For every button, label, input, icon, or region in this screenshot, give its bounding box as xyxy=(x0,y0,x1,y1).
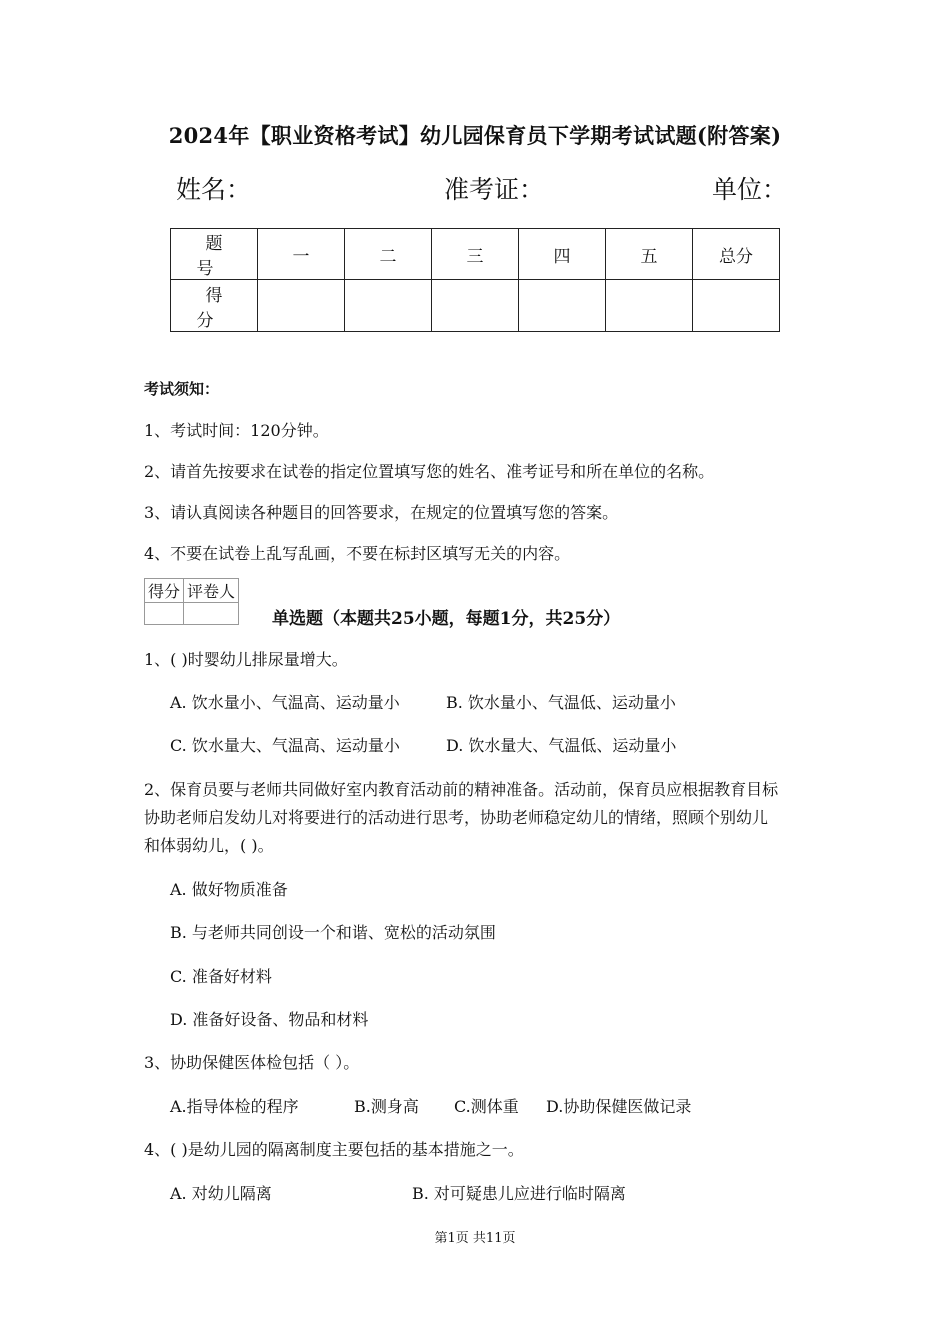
option: A. 做好物质准备 xyxy=(170,880,288,899)
score-cell: 一 xyxy=(258,229,345,280)
grader-reviewer-cell xyxy=(184,603,239,625)
score-cell: 二 xyxy=(345,229,432,280)
option: B. 与老师共同创设一个和谐、宽松的活动氛围 xyxy=(170,923,496,942)
option: A. 对幼儿隔离 xyxy=(170,1184,272,1203)
unit-field-label: 单位： xyxy=(712,175,788,204)
score-cell xyxy=(606,280,693,332)
section-title: 单选题（本题共25小题，每题1分，共25分） xyxy=(272,609,621,629)
notice-item: 4、不要在试卷上乱写乱画，不要在标封区填写无关的内容。 xyxy=(144,544,571,563)
option: C.测体重 xyxy=(454,1097,519,1116)
score-cell xyxy=(693,280,780,332)
option: C. 准备好材料 xyxy=(170,967,272,986)
score-cell xyxy=(432,280,519,332)
option: A.指导体检的程序 xyxy=(170,1097,299,1116)
option: C. 饮水量大、气温高、运动量小 xyxy=(170,736,400,755)
option: D. 饮水量大、气温低、运动量小 xyxy=(446,736,677,755)
option: D.协助保健医做记录 xyxy=(546,1097,692,1116)
score-cell: 总分 xyxy=(693,229,780,280)
page-footer: 第1页 共11页 xyxy=(434,1231,516,1246)
question-stem: 协助老师启发幼儿对将要进行的活动进行思考，协助老师稳定幼儿的情绪，照顾个别幼儿 xyxy=(144,808,769,827)
notice-item: 1、考试时间：120分钟。 xyxy=(144,421,329,440)
question-stem: 2、保育员要与老师共同做好室内教育活动前的精神准备。活动前，保育员应根据教育目标 xyxy=(144,780,779,799)
score-cell xyxy=(345,280,432,332)
score-table-header-row xyxy=(171,229,780,280)
question-stem: 4、( )是幼儿园的隔离制度主要包括的基本措施之一。 xyxy=(144,1140,524,1159)
notice-item: 3、请认真阅读各种题目的回答要求，在规定的位置填写您的答案。 xyxy=(144,503,619,522)
exam-id-field-label: 准考证： xyxy=(444,175,545,204)
name-field-label: 姓名： xyxy=(176,175,252,204)
score-table-score-row xyxy=(171,280,780,332)
score-cell: 五 xyxy=(606,229,693,280)
option: A. 饮水量小、气温高、运动量小 xyxy=(170,693,400,712)
score-cell: 四 xyxy=(519,229,606,280)
score-cell xyxy=(258,280,345,332)
score-cell: 三 xyxy=(432,229,519,280)
notice-title: 考试须知： xyxy=(144,380,220,398)
option: B.测身高 xyxy=(354,1097,419,1116)
score-cell: 题 号 xyxy=(171,229,258,280)
grader-reviewer-label: 评卷人 xyxy=(184,579,239,603)
option: B. 对可疑患儿应进行临时隔离 xyxy=(412,1184,626,1203)
score-cell: 得 分 xyxy=(171,280,258,332)
notice-item: 2、请首先按要求在试卷的指定位置填写您的姓名、准考证号和所在单位的名称。 xyxy=(144,462,715,481)
document-title: 2024年【职业资格考试】幼儿园保育员下学期考试试题(附答案) xyxy=(168,123,782,148)
grader-score-label: 得分 xyxy=(145,579,184,603)
question-stem: 和体弱幼儿，( )。 xyxy=(144,836,274,855)
question-stem: 1、( )时婴幼儿排尿量增大。 xyxy=(144,650,348,669)
score-table xyxy=(170,228,780,332)
option: B. 饮水量小、气温低、运动量小 xyxy=(446,693,676,712)
grader-box xyxy=(144,578,239,625)
score-cell xyxy=(519,280,606,332)
grader-score-cell xyxy=(145,603,184,625)
option: D. 准备好设备、物品和材料 xyxy=(170,1010,369,1029)
question-stem: 3、协助保健医体检包括（ ）。 xyxy=(144,1053,360,1072)
